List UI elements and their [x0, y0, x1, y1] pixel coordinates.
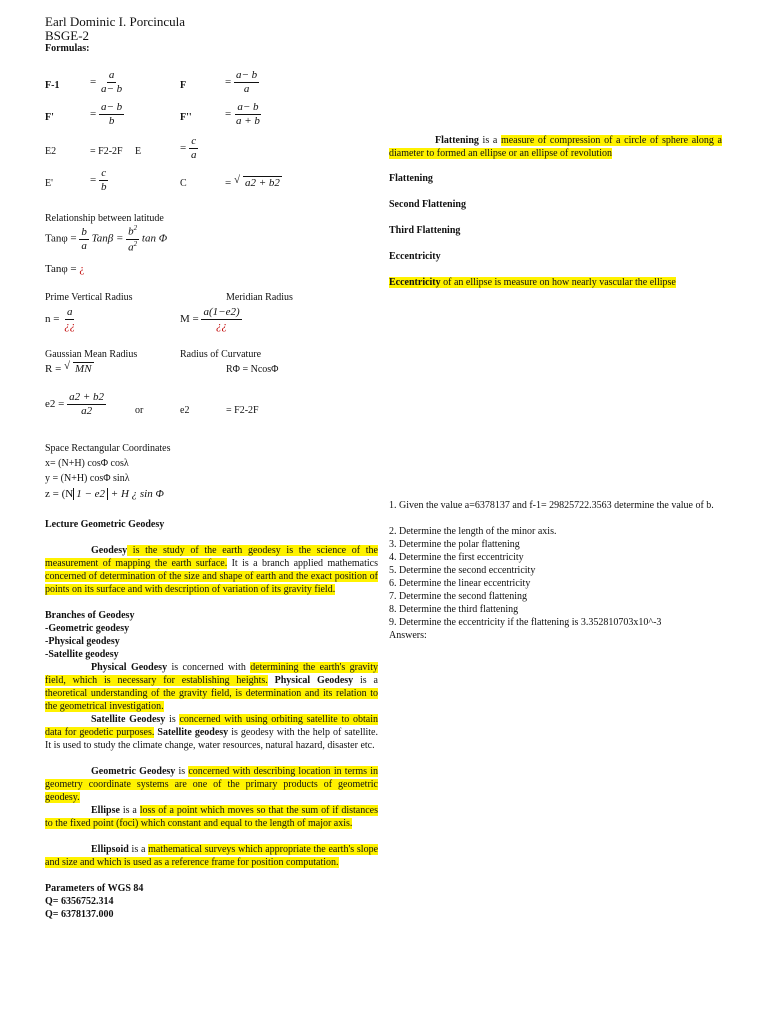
radius-of-curvature-label: Radius of Curvature [180, 349, 262, 360]
branch-physical: -Physical geodesy [45, 636, 120, 647]
ellipsoid-paragraph: Ellipsoid is a mathematical surveys which appropriate the earth's slope and size and which is used as a reference frame for position computation. [45, 844, 379, 868]
r-formula: R = √ MN [45, 360, 92, 375]
m-formula: M = $\frac{a(1-e2)}{¿¿}$ [180, 306, 240, 332]
r-phi-formula: RΦ = NcosΦ [226, 364, 279, 375]
problem-4: 4. Determine the first eccentricity [389, 552, 524, 563]
e-prime-label: E' [45, 178, 53, 189]
e2-alt-label: e2 [180, 405, 190, 416]
coord-y: y = (N+H) cosΦ sinλ [45, 473, 130, 484]
physical-geodesy-paragraph: Physical Geodesy is concerned with determining the earth's gravity field, which is necessary for establishing heights. Physical Geodesy is a theoretical understanding of the gravity field, is determination and its relation to the geometrical investigation. [45, 662, 378, 712]
geodesy-paragraph: Geodesy is the study of the earth geodesy is the science of the measurement of mapping the earth surface. It is a branch applied mathematics concerned of determination of the size and shape of earth and the exact position of points on its surface and with description of variation of its gravity field. [45, 545, 378, 595]
branches-title: Branches of Geodesy [45, 610, 135, 621]
wgs84-q2: Q= 6378137.000 [45, 909, 114, 920]
f-formula: = $\frac{a- b}{a}$ [225, 69, 258, 95]
e-formula: = $\frac{c}{a}$ [180, 135, 197, 161]
wgs84-title: Parameters of WGS 84 [45, 883, 144, 894]
answers-label: Answers: [389, 630, 427, 641]
e2-alt-value: = F2-2F [226, 405, 259, 416]
f-inverse-formula: = $\frac{a}{a- b}$ [90, 69, 123, 95]
flattening-paragraph: Flattening is a measure of compression of a circle of sphere along a diameter to formed an ellipse or an ellipse of revolution [389, 135, 722, 159]
author-name: Earl Dominic I. Porcincula [45, 14, 186, 29]
branch-satellite: -Satellite geodesy [45, 649, 119, 660]
flattening-heading: Flattening [389, 173, 433, 184]
wgs84-parameters [45, 882, 143, 921]
f-label: F [180, 80, 187, 91]
ellipse-paragraph: Ellipse is a loss of a point which moves so that the sum of if distances to the fixed point (foci) which constant and equal to the length of major axis. [45, 805, 378, 829]
problem-9: 9. Determine the eccentricity if the flattening is 3.352810703x10^-3 [389, 617, 662, 628]
second-flattening-heading: Second Flattening [389, 199, 466, 210]
e2-label: E2 [45, 146, 57, 157]
prime-vertical-radius-label: Prime Vertical Radius [45, 292, 133, 303]
problem-6: 6. Determine the linear eccentricity [389, 578, 531, 589]
problem-2: 2. Determine the length of the minor axis. [389, 526, 557, 537]
third-flattening-heading: Third Flattening [389, 225, 461, 236]
latitude-equation: Tanφ = $\frac{b}{a}$ Tanβ = $\frac{b^2}{a^2}$ tan Φ [45, 224, 168, 254]
latitude-equation-2: Tanφ = ¿ [45, 263, 85, 275]
f-double-prime-label: F'' [180, 112, 192, 123]
geometric-geodesy-paragraph: Geometric Geodesy is concerned with describing location in terms in geometry coordinate systems are one of the primary products of geometric geodesy. [45, 766, 378, 803]
coord-x: x= (N+H) cosΦ cosλ [45, 458, 129, 469]
course: BSGE-2 [45, 28, 90, 43]
problem-1: 1. Given the value a=6378137 and f-1= 29825722.3563 determine the value of b. [389, 500, 714, 511]
meridian-radius-label: Meridian Radius [226, 292, 293, 303]
f-double-prime-formula: = $\frac{a- b}{a + b}$ [225, 101, 260, 127]
e2-value: = F2-2F [90, 146, 123, 157]
branches-list [45, 609, 134, 661]
problem-list [389, 525, 661, 642]
eccentricity-heading: Eccentricity [389, 251, 441, 262]
latitude-title: Relationship between latitude [45, 213, 164, 224]
f-inverse-label: F-1 [45, 80, 60, 91]
c-formula: = √ a2 + b2 [225, 174, 280, 189]
eccentricity-definition: Eccentricity of an ellipse is measure on how nearly vascular the ellipse [389, 277, 676, 288]
c-label: C [180, 178, 187, 189]
lecture-title: Lecture Geometric Geodesy [45, 519, 165, 530]
problem-7: 7. Determine the second flattening [389, 591, 528, 602]
wgs84-q1: Q= 6356752.314 [45, 896, 114, 907]
satellite-geodesy-paragraph: Satellite Geodesy is concerned with using orbiting satellite to obtain data for geodetic purposes. Satellite geodesy is geodesy with the help of satellite. It is used to study the climate change, water resources, natural hazard, disaster etc. [45, 714, 379, 751]
gaussian-mean-radius-label: Gaussian Mean Radius [45, 349, 138, 360]
branch-geometric: -Geometric geodesy [45, 623, 130, 634]
coords-title: Space Rectangular Coordinates [45, 443, 171, 454]
problem-8: 8. Determine the third flattening [389, 604, 519, 615]
e2-formula: e2 = $\frac{a2 + b2}{a2}$ [45, 391, 105, 417]
problem-3: 3. Determine the polar flattening [389, 539, 520, 550]
e-prime-formula: = $\frac{c}{b}$ [90, 167, 107, 193]
n-formula: n = $\frac{a}{¿¿}$ [45, 306, 76, 332]
f-prime-formula: = $\frac{a- b}{b}$ [90, 101, 123, 127]
or-text: or [135, 405, 144, 416]
f-prime-label: F' [45, 112, 54, 123]
e-label: E [135, 146, 142, 157]
coord-z: z = (N 1 − e2 + H ¿ sin Φ [45, 488, 164, 500]
formulas-label: Formulas: [45, 43, 90, 54]
problem-5: 5. Determine the second eccentricity [389, 565, 536, 576]
